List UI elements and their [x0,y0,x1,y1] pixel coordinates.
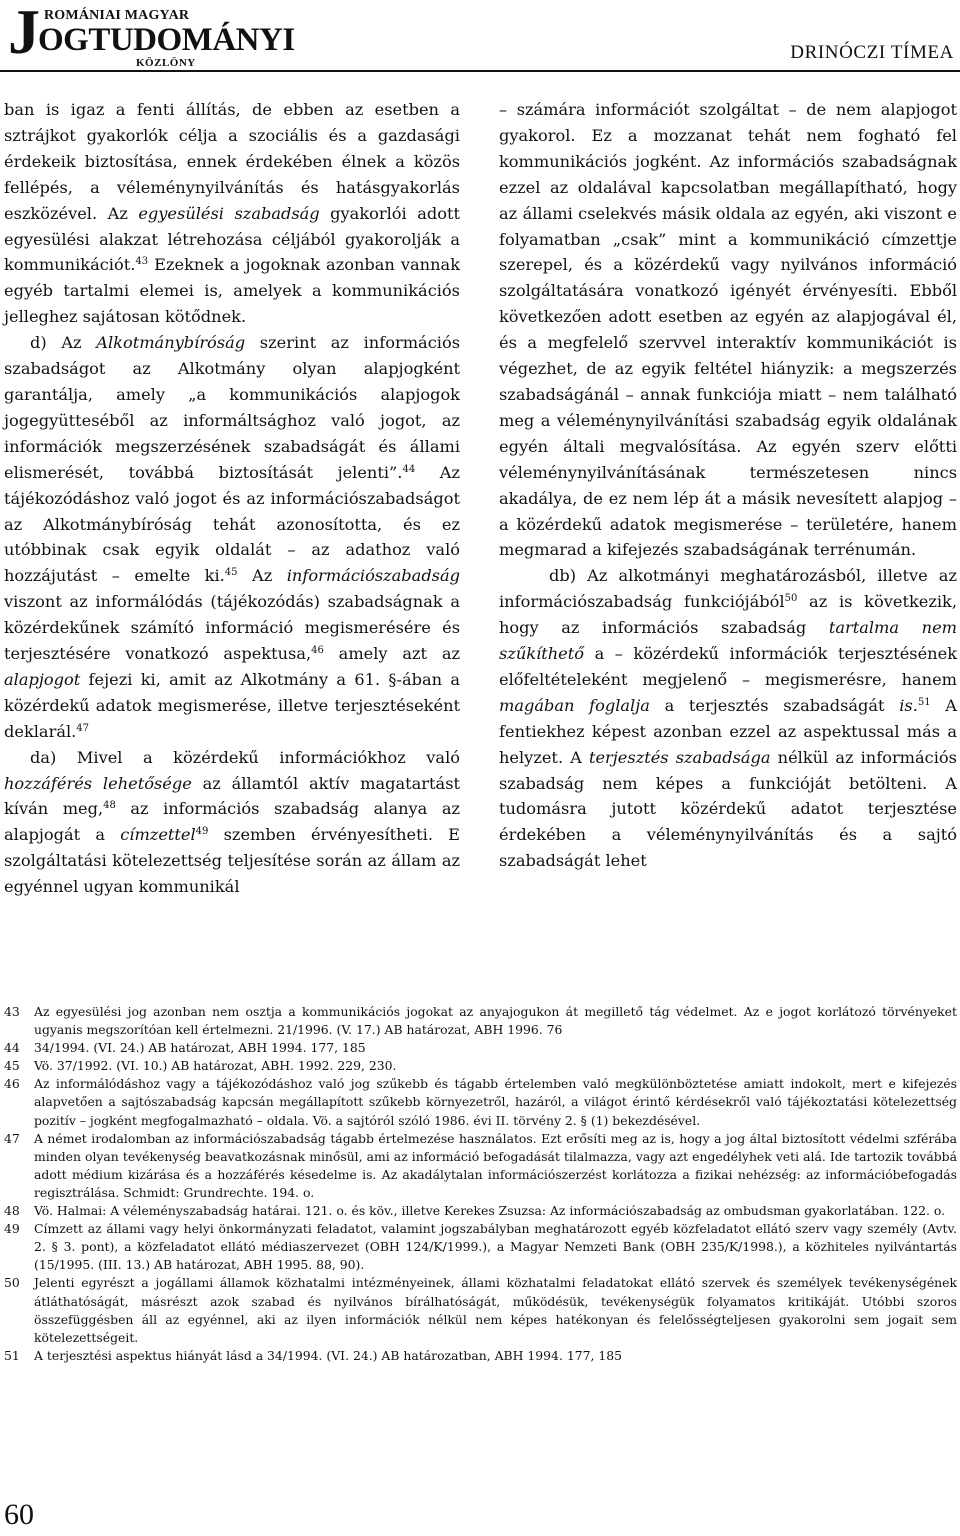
paragraph: da) Mivel a közérdekű információkhoz való hozzáférés lehetősége az államtól aktív magatartást kíván meg,$^{48}$ az információs szabadság alanya az alapjogát a címzettel$^{49}$ szemben érvényesítheti. E szolgáltatási kötelezettség teljesítése során az állam az egyénnel ugyan kommunikál [4,747,461,897]
journal-masthead [8,0,295,70]
footnote [4,1075,957,1129]
footnote-text: A terjesztési aspektus hiányát lásd a 34/1994. (VI. 24.) AB határozatban, ABH 1994. 177, 185 [34,1347,622,1363]
body-column-left [4,97,460,900]
footnote [4,1039,957,1057]
footnote-number: 51 [4,1347,20,1363]
footnote [4,1003,957,1039]
footnote-text: Jelenti egyrészt a jogállami államok közhatalmi intézményeinek, állami közhatalmi feladatokat ellátó szervek és személyek tevékenységének átláthatóságát, másrészt azok szabad és nyilvános bírálhatóságát, működésük, tevékenységük folyamatos kritikáját. Utóbbi szoros összefüggésben áll az egyénnel, aki az ilyen információk nélkül nem képes hatékonyan és felelősségteljesen gyakorolni sem jogait sem kötelezettségeit. [34,1275,957,1345]
footnote-ref: 50 [784,593,798,605]
footnote-ref: 49 [195,826,209,838]
footnote-number: 44 [4,1040,20,1056]
masthead-letter: J [8,0,40,67]
paragraph: ban is igaz a fenti állítás, de ebben az esetben a sztrájkot gyakorlók célja a szociális és a gazdasági érdekeik biztosítása, ennek érdekében élnek a közös fellépés, a véleménynyilvánítás és hatásgyakorlás eszközével. Az egyesülési szabadság gyakorlói adott egyesülési alakzat létrehozása céljából gyakorolják a kommunikációt.$^{43}$ Ezeknek a jogoknak azonban vannak egyéb tartalmi elemei is, amelyek a kommunikációs jelleghez sajátosan kötődnek. [4,100,460,327]
masthead-top-line: ROMÁNIAI MAGYAR [44,8,190,23]
page-number: 60 [4,1498,34,1531]
footnote-number: 46 [4,1076,20,1092]
footnote [4,1274,957,1346]
footnote-number: 50 [4,1275,20,1291]
footnote-text: Az informálódáshoz vagy a tájékozódáshoz való jog szűkebb és tágabb értelemben való megkülönböztetése amiatt indokolt, mert e kifejezés alapvetően a sajtószabadság kapcsán megállapított szűkebb környezetről, hazáról, a világot érintő kérdésekről való tájékoztatási kötelezettség pozitív – jogként megfogalmazható – oldala. Vö. a sajtóról szóló 1986. évi II. törvény 2. § (1) bekezdésével. [34,1076,957,1128]
footnote-ref: 47 [76,722,90,734]
running-head-author: DRINÓCZI TÍMEA [790,42,954,63]
footnote-text: A német irodalomban az információszabadság tágabb értelmezése használatos. Ezt erősíti meg az is, hogy a jog által biztosított védelmi szférába minden olyan tevékenység beavatkozásnak minősül, ami az információ befogadását tilalmazza, vagy azt engedélyhek veti alá. Ide tartozik továbbá adott médium kizárása és a hozzáférés késedelme is. Az akadálytalan információszerzést korlátozza a fizikai nehézség: az információbefogadás regisztrálása. Schmidt: Grundrechte. 194. o. [34,1130,957,1200]
footnote-number: 49 [4,1221,20,1237]
footnote-number: 45 [4,1058,20,1074]
footnote-text: Címzett az állami vagy helyi önkormányzati feladatot, valamint jogszabályban meghatározott egyéb közfeladatot ellátó szerv vagy személy (Avtv. 2. § 3. pont), a közfeladatot ellátó médiaszervezet (OBH 124/K/1999.), a Magyar Nemzeti Bank (OBH 235/K/1998.), a közhiteles nyilvántartás (15/1995. (III. 13.) AB határozat, ABH 1995. 88, 90). [34,1221,957,1273]
header-rule [0,70,960,72]
footnote-ref: 45 [224,567,238,579]
footnote-text: Vö. Halmai: A véleményszabadság határai. 121. o. és köv., illetve Kerekes Zsuzsa: Az információszabadság az ombudsman gyakorlatában. 122. o. [34,1203,946,1219]
footnote [4,1202,957,1220]
footnote [4,1130,957,1202]
footnote [4,1220,957,1274]
paragraph: db) Az alkotmányi meghatározásból, illetve az információszabadság funkciójából$^{50}$ az is következik, hogy az információs szabadság tartalma nem szűkíthető a – közérdekű információk terjesztésének előfeltételeként megjelenő – megismerésre, hanem magában foglalja a terjesztés szabadságát is.$^{51}$ A fentiekhez képest azonban ezzel az aspektussal más a helyzet. A terjesztés szabadsága nélkül az információs szabadság nem képes a funkcióját betölteni. A tudomásra jutott közérdekű adatot terjesztése érdekében a véleménynyilvánítás és a sajtó szabadságát lehet [499,566,957,871]
paragraph: d) Az Alkotmánybíróság szerint az információs szabadságot az Alkotmány olyan alapjogként garantálja, amely „a kommunikációs alapjogok jogegyütteséből az informáltsághoz való jogot, az információk megszerzésének szabadságát és állami elismerését, továbbá biztosítását jelenti”.$^{44}$ Az tájékozódáshoz való jogot és az információszabadságot az Alkotmánybíróság tehát azonosította, és ez utóbbinak csak egyik oldalát – az adathoz való hozzájutást – emelte ki.$^{45}$ Az információszabadság viszont az informálódás (tájékozódás) szabadságnak a közérdekűnek számító információ megismerésére és terjesztésére vonatkozó aspektusa,$^{46}$ amely azt az alapjogot fejezi ki, amit az Alkotmány a 61. §-ában a közérdekű adatok megismerése, illetve terjesztéseként deklarál.$^{47}$ [4,333,460,741]
footnote-number: 47 [4,1130,20,1146]
footnotes [4,1003,957,1365]
footnote-number: 43 [4,1004,20,1019]
masthead-bottom-line: KÖZLÖNY [136,57,196,69]
footnote-ref: 46 [311,645,324,657]
masthead-title: OGTUDOMÁNYI [38,22,295,58]
footnote-ref: 51 [917,696,931,708]
footnote [4,1347,957,1365]
footnote-text: Az egyesülési jog azonban nem osztja a kommunikációs jogokat az anyajogukon át megillető tág védelmet. Az e jogot korlátozó törvényeket ugyanis megszorítóan kell értelmezni. 21/1996. (V. 17.) AB határozat, ABH 1996. 76 [34,1004,957,1038]
footnote-ref: 44 [402,463,416,475]
footnote-text: Vö. 37/1992. (VI. 10.) AB határozat, ABH. 1992. 229, 230. [34,1058,397,1074]
footnote [4,1057,957,1075]
footnote-ref: 43 [135,256,149,268]
footnote-ref: 48 [103,800,116,812]
footnote-number: 48 [4,1203,20,1219]
footnote-text: 34/1994. (VI. 24.) AB határozat, ABH 1994. 177, 185 [34,1040,366,1056]
paragraph: – számára információt szolgáltat – de nem alapjogot gyakorol. Ez a mozzanat tehát nem fogható fel kommunikációs jogként. Az információs szabadságnak ezzel az oldalával kapcsolatban megállapítható, hogy az állami cselekvés másik oldala az egyén, aki viszont e folyamatban „csak” mint a kommunikáció címzettje szerepel, és a közérdekű vagy nyilvános információ szolgáltatására vonatkozó igényét érvényesíti. Ebből következően adott esetben az egyén az alapjogával él, és a megfelelő szervvel interaktív kommunikációt is végezhet, de az egyik feltétel hiányzik: a megszerzés szabadságánál – annak funkciója miatt – nem található meg a véleménynyilvánítási szabadság egyik oldalának egyén általi megvalósítása. Az egyén szerv előtti véleménynyilvánításának természetesen nincs akadálya, de ez nem lép át a másik nevesített alapjog – a közérdekű adatok megismerése – területére, hanem megmarad a kifejezés szabadságának terrénumán. [499,100,957,560]
body-column-right [499,97,957,874]
